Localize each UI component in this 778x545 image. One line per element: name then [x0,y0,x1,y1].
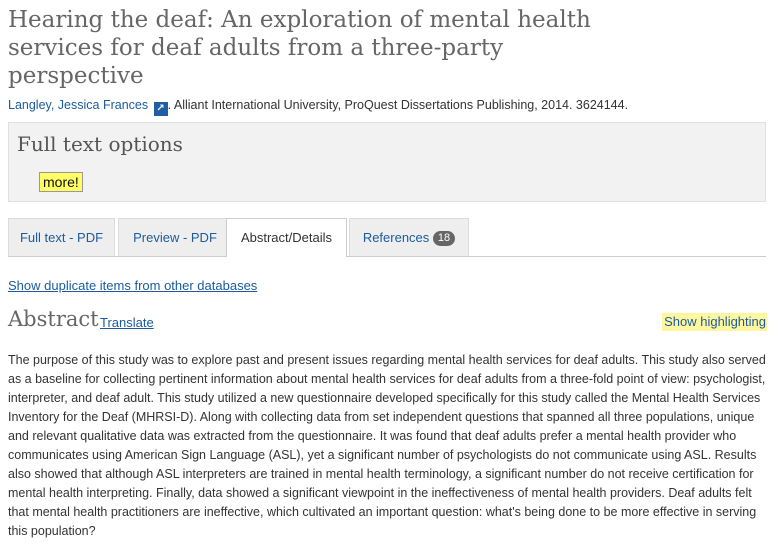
tab-abstract-details[interactable]: Abstract/Details [226,218,347,257]
translate-link[interactable]: Translate [100,315,154,330]
abstract-text: The purpose of this study was to explore past and present issues regarding mental health services for deaf adults. This study also served as a baseline for collecting pertinent information about mental health services for deaf adults from a three-fold point of view: psychologist, interpreter, and deaf adult. This study utilized a new questionnaire developed specifically for this study called the Mental Health Services Inventory for the Deaf (MHRSI-D). Along with collecting data from set independent questions that spanned all three populations, unique and relevant qualitative data was extracted from the questionnaire. It was found that deaf adults prefer a mental health provider who communicates using American Sign Language (ASL), yet a significant number of psychologists do not communicate using ASL. Results also showed that although ASL interpreters are trained in mental health terminology, a significant number do not receive certification for mental health interpreting. Finally, data showed a significant viewpoint in the ineffectiveness of mental health providers. Deaf adults felt that mental health practitioners are ineffective, which cultivated an important question: what's being done to be more effective in serving this population? [8,353,766,538]
tab-preview-pdf[interactable]: Preview - PDF [118,218,232,256]
show-highlighting-button[interactable]: Show highlighting [664,314,766,329]
orcid-icon[interactable]: ↗ [154,102,168,116]
citation-line [8,98,628,116]
show-duplicates-link[interactable]: Show duplicate items from other databases [8,278,258,293]
abstract-heading: Abstract [8,307,99,331]
full-text-options-heading: Full text options [17,132,183,156]
full-text-options-panel [8,122,766,202]
document-tabs [8,218,766,257]
tab-references[interactable] [349,218,469,256]
page-title: Hearing the deaf: An exploration of mental health services for deaf adults from a three-party perspective [8,7,591,89]
author-link[interactable]: Langley, Jessica Frances [8,98,149,112]
tab-references-label: References [362,230,430,245]
citation-details: . Alliant International University, ProQuest Dissertations Publishing, 2014. 3624144. [167,98,629,112]
more-button[interactable]: more! [39,172,83,192]
references-count-badge: 18 [433,231,455,246]
tab-full-text-pdf[interactable]: Full text - PDF [8,218,115,256]
